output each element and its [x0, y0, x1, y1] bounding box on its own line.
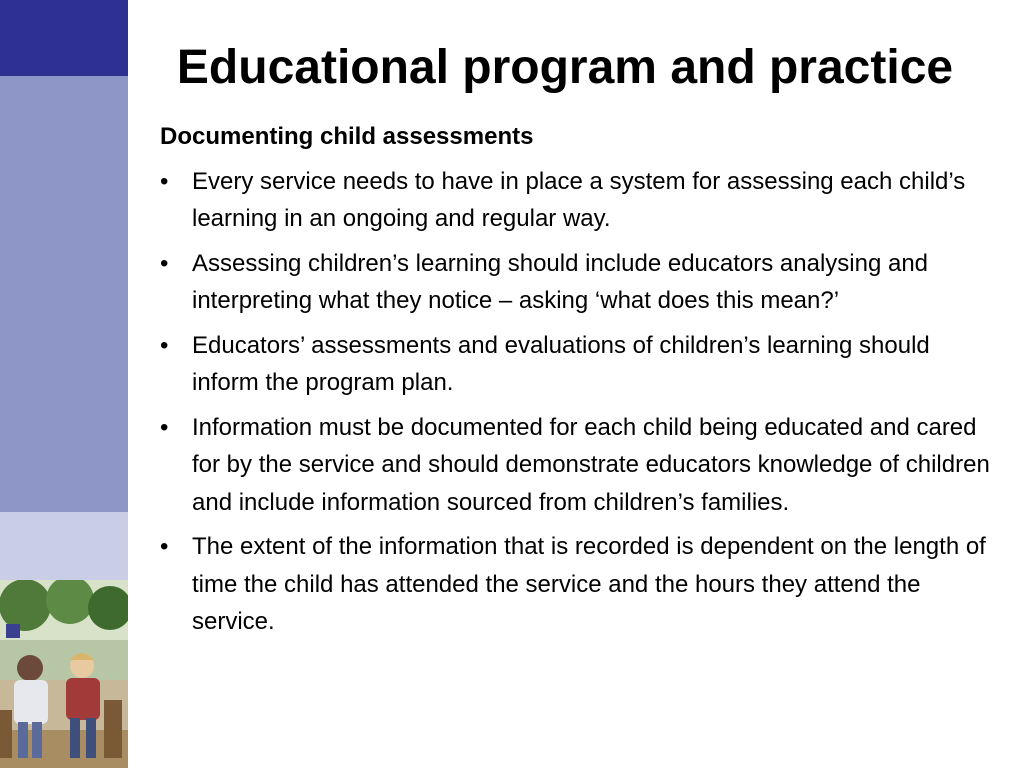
sidebar-decoration: [0, 0, 128, 768]
bullet-list: [160, 163, 990, 641]
bullet-icon: •: [160, 249, 169, 277]
bullet-text: Information must be documented for each child being educated and cared for by the service and should demonstrate educators knowledge of children and include information sourced from children’s families.: [192, 413, 990, 516]
list-item: [160, 528, 990, 641]
children-photo: [0, 580, 128, 768]
list-item: [160, 163, 990, 238]
sidebar-dark-block: [0, 0, 128, 76]
bullet-icon: •: [160, 533, 169, 560]
list-item: [160, 327, 990, 402]
list-item: [160, 245, 990, 320]
slide-title: Educational program and practice: [176, 41, 954, 94]
list-item: [160, 409, 990, 522]
sidebar-mid-block: [0, 76, 128, 512]
sidebar-light-block: [0, 512, 128, 580]
bullet-text: Assessing children’s learning should include educators analysing and interpreting what they notice – asking ‘what does this mean?’: [192, 249, 929, 314]
bullet-text: Educators’ assessments and evaluations of children’s learning should inform the program plan.: [192, 331, 930, 396]
bullet-text: The extent of the information that is recorded is dependent on the length of time the child has attended the service and the hours they attend the service.: [192, 533, 986, 635]
bullet-icon: •: [160, 167, 169, 195]
section-subheading: Documenting child assessments: [160, 123, 534, 150]
bullet-text: Every service needs to have in place a system for assessing each child’s learning in an ongoing and regular way.: [192, 167, 966, 232]
slide-body: [160, 118, 990, 648]
bullet-icon: •: [160, 413, 169, 441]
bullet-icon: •: [160, 331, 169, 359]
